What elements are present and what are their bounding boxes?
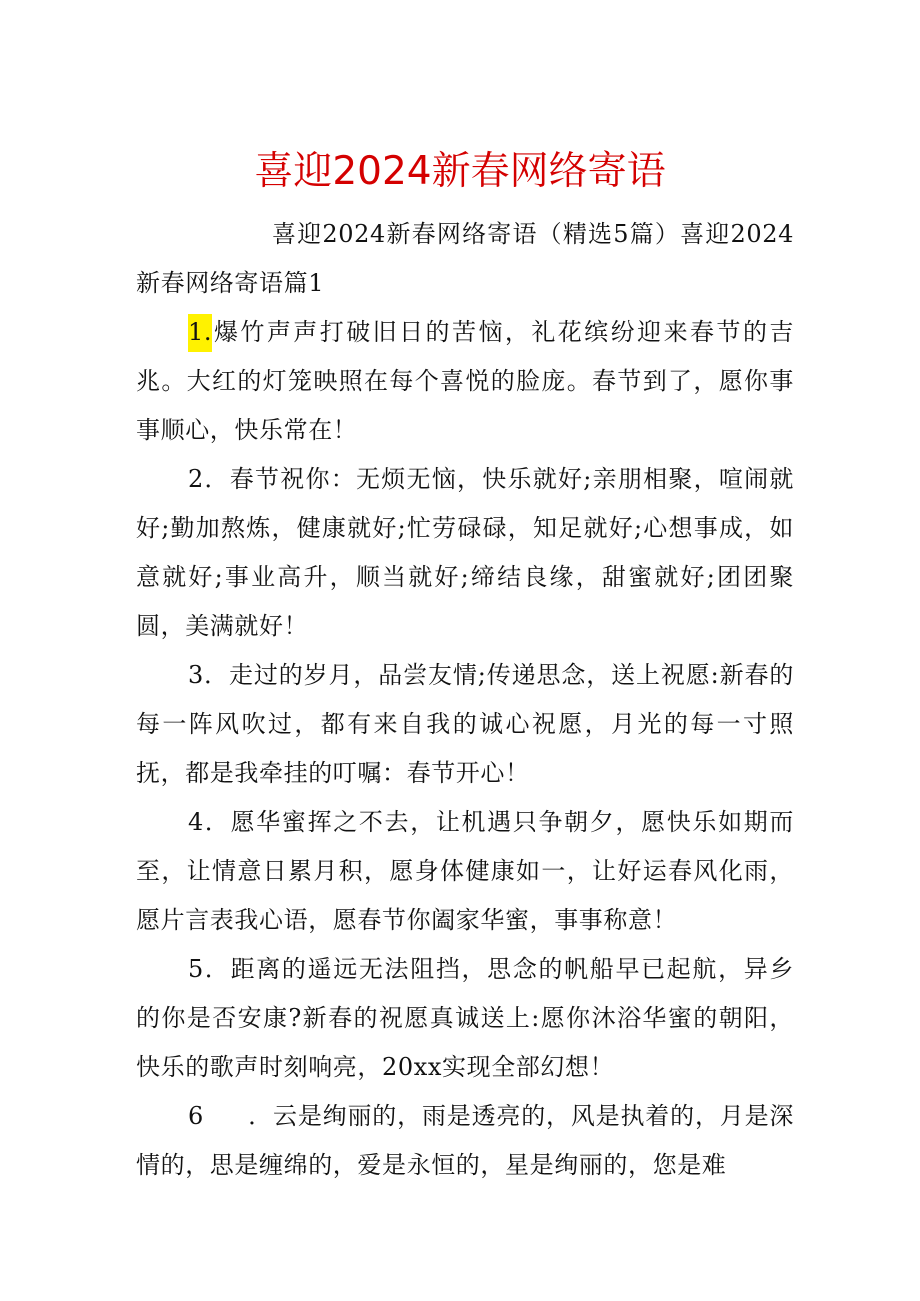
- list-item: [136, 651, 794, 798]
- document-title: 喜迎2024新春网络寄语: [254, 149, 666, 194]
- item-number: 2．: [188, 465, 230, 493]
- document-body: [136, 210, 794, 1190]
- item-text: 春节祝你：无烦无恼，快乐就好;亲朋相聚，喧闹就好;勤加熬炼，健康就好;忙劳碌碌，知足就好;心想事成，如意就好;事业高升，顺当就好;缔结良缘，甜蜜就好;团团聚圆，美满就好！: [136, 465, 794, 640]
- item-text: ．云是绚丽的，雨是透亮的，风是执着的，月是深情的，思是缠绵的，爱是永恒的，星是绚丽的，您是难: [136, 1102, 794, 1179]
- item-number: 5．: [188, 955, 231, 983]
- list-item: [136, 455, 794, 651]
- item-number-highlighted: 1.: [188, 314, 212, 352]
- item-text: 爆竹声声打破旧日的苦恼，礼花缤纷迎来春节的吉兆。大红的灯笼映照在每个喜悦的脸庞。春节到了，愿你事事顺心，快乐常在！: [136, 318, 794, 444]
- item-number: 6: [188, 1102, 204, 1130]
- list-item: [136, 798, 794, 945]
- item-text: 走过的岁月，品尝友情;传递思念，送上祝愿:新春的每一阵风吹过，都有来自我的诚心祝愿，月光的每一寸照抚，都是我牵挂的叮嘱：春节开心！: [136, 661, 794, 787]
- intro-paragraph: 喜迎2024新春网络寄语（精选5篇）喜迎2024新春网络寄语篇1: [136, 220, 794, 297]
- item-number: 4．: [188, 808, 231, 836]
- item-number: 3．: [188, 661, 230, 689]
- list-item: [136, 945, 794, 1092]
- list-item: [136, 1092, 794, 1190]
- item-text: 距离的遥远无法阻挡，思念的帆船早已起航，异乡的你是否安康?新春的祝愿真诚送上:愿你沐浴华蜜的朝阳，快乐的歌声时刻响亮，20xx实现全部幻想！: [136, 955, 794, 1081]
- list-item: [136, 308, 794, 455]
- item-text: 愿华蜜挥之不去，让机遇只争朝夕，愿快乐如期而至，让情意日累月积，愿身体健康如一，让好运春风化雨，愿片言表我心语，愿春节你阖家华蜜，事事称意！: [136, 808, 794, 934]
